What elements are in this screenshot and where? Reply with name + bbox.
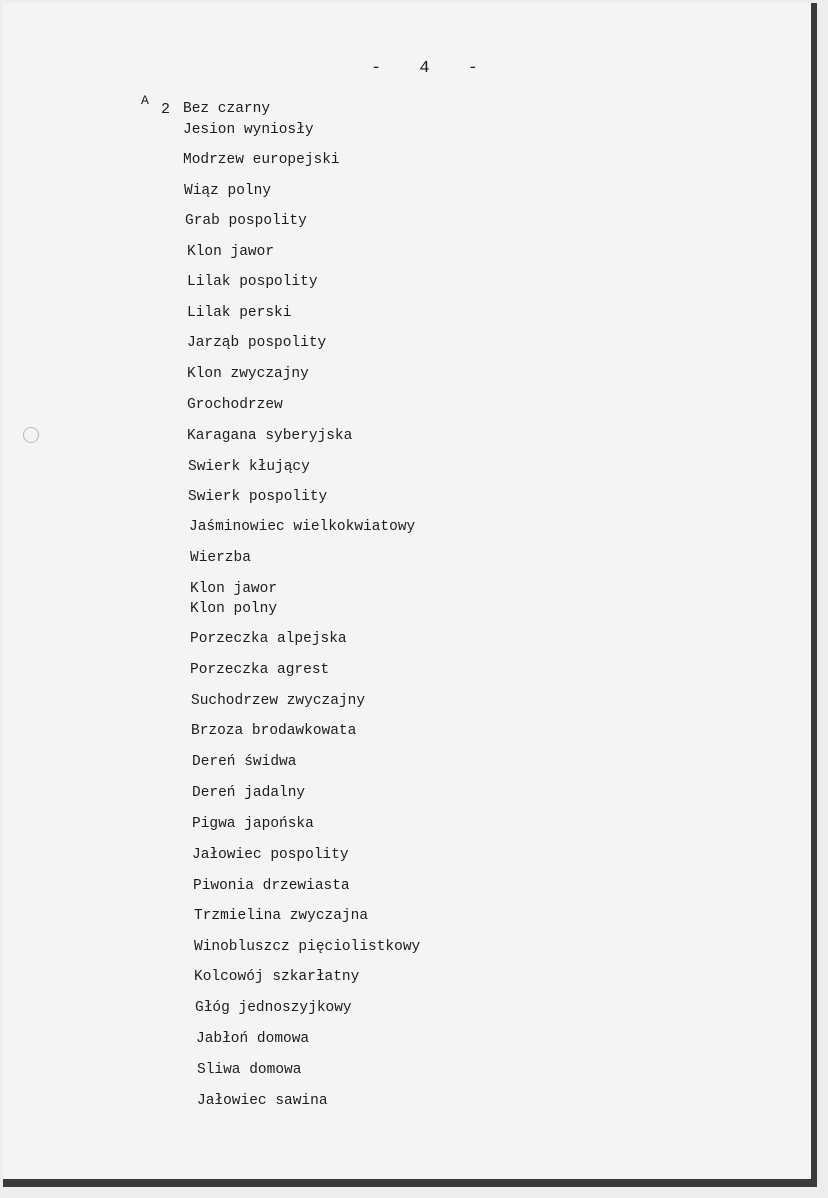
species-item: Bez czarny <box>183 101 271 117</box>
species-item: Wierzba <box>190 550 251 566</box>
species-item: Grab pospolity <box>185 213 307 229</box>
species-item: Karagana syberyjska <box>187 428 353 444</box>
species-item: Grochodrzew <box>187 397 283 413</box>
species-item: Klon jawor <box>190 581 278 597</box>
species-item: Lilak pospolity <box>187 274 318 290</box>
species-item: Swierk kłujący <box>188 459 310 475</box>
species-item: Dereń świdwa <box>192 754 297 770</box>
item-number: 2 <box>161 101 171 118</box>
species-item: Wiąz polny <box>184 183 272 199</box>
species-item: Jesion wyniosły <box>183 122 314 138</box>
paper-speck <box>23 427 39 443</box>
section-letter: A <box>141 93 149 108</box>
species-item: Kolcowój szkarłatny <box>194 969 360 985</box>
species-item: Głóg jednoszyjkowy <box>195 1000 352 1016</box>
species-item: Porzeczka alpejska <box>190 631 347 647</box>
species-item: Piwonia drzewiasta <box>193 878 350 894</box>
species-item: Dereń jadalny <box>192 785 306 801</box>
species-item: Pigwa japońska <box>192 816 314 832</box>
species-item: Brzoza brodawkowata <box>191 723 357 739</box>
species-item: Swierk pospolity <box>188 489 328 505</box>
species-item: Klon zwyczajny <box>187 366 309 382</box>
species-item: Jałowiec sawina <box>197 1093 328 1109</box>
species-item: Jaśminowiec wielkokwiatowy <box>189 519 416 535</box>
species-item: Jabłoń domowa <box>196 1031 310 1047</box>
species-item: Suchodrzew zwyczajny <box>191 693 366 709</box>
species-item: Porzeczka agrest <box>190 662 330 678</box>
page-number: - 4 - <box>371 59 493 78</box>
species-item: Trzmielina zwyczajna <box>194 908 369 924</box>
species-item: Winobluszcz pięciolistkowy <box>194 939 421 955</box>
species-item: Lilak perski <box>187 305 292 321</box>
species-item: Klon polny <box>190 601 278 617</box>
species-item: Sliwa domowa <box>197 1062 302 1078</box>
species-item: Modrzew europejski <box>183 152 340 168</box>
species-item: Klon jawor <box>187 244 275 260</box>
typewritten-page <box>3 3 817 1187</box>
species-item: Jałowiec pospolity <box>192 847 349 863</box>
species-item: Jarząb pospolity <box>187 335 327 351</box>
